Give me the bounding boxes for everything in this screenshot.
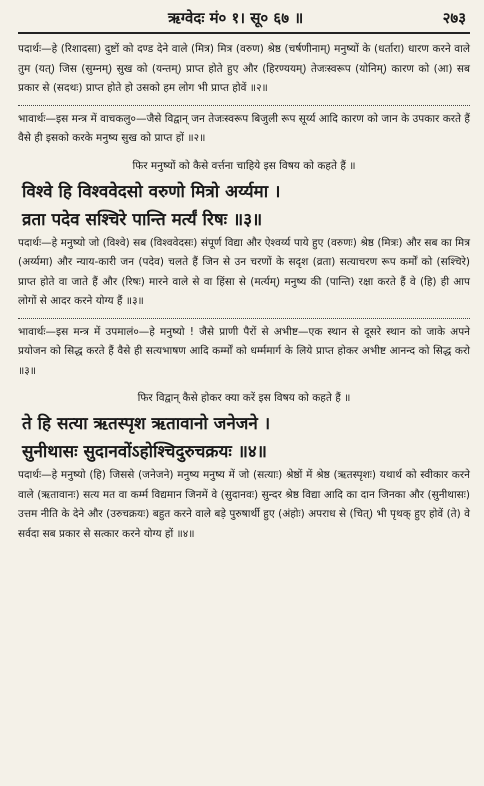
page-header: [18, 8, 470, 32]
bhavartha-2: भावार्थः—इस मन्त्र में वाचकलु०—जैसे विद्वान् जन तेजःस्वरूप बिजुली रूप सूर्य्य आदि कारण को जान के उपकार करते हैं वैसे ही इसको करके मनुष्य सुख को प्राप्त हों ॥२॥: [18, 112, 470, 144]
header-rule: [18, 32, 470, 34]
padartha-4: पदार्थः—हे मनुष्यो (हि) जिससे (जनेजने) मनुष्य मनुष्य में जो (सत्याः) श्रेष्ठों में श्रेष्ठ (ऋतस्पृशः) यथार्थ को स्वीकार करने वाले (ऋतावानः) सत्य मत वा कर्म्म विद्यमान जिनमें वे (सुदानवः) सुन्दर श्रेष्ठ विद्या आदि का दान जिनका और (सुनीथासः) उत्तम नीति के देने और (उरुचक्रयः) बहुत करने वाले बड़े पुरुषार्थी हुए (अंहोः) अपराध से (चित्) भी पृथक् हुए होवें (ते) वे सर्वदा सब प्रकार से सत्कार करने योग्य हों ॥४॥: [18, 469, 470, 540]
padartha-3: पदार्थः—हे मनुष्यो जो (विश्वे) सब (विश्ववेदसः) संपूर्ण विद्या और ऐश्वर्य्य पाये हुए (वरुणः) श्रेष्ठ (मित्रः) और सब का मित्र (अर्य्यमा) और न्याय-कारी जन (पदेव) चलते हैं जिन से उन चरणों के सदृश (व्रता) सत्याचरण रूप कर्मों को (सश्चिरे) प्राप्त होते वा जाते हैं और (रिषः) मारने वाले से वा हिंसा से (मर्त्यम्) मनुष्य की (पान्ति) रक्षा करते हैं वे (हि) ही आप लोगों से आदर करने योग्य हैं ॥३॥: [18, 236, 470, 307]
padartha-2: पदार्थः—हे (रिशादसा) दुष्टों को दण्ड देने वाले (मित्र) मित्र (वरुण) श्रेष्ठ (चर्षणीनाम्) मनुष्यों के (धर्तारा) धारण करने वाले तुम (यत्) जिस (सुम्नम्) सुख को (यन्तम्) प्राप्त होते हुए और (हिरण्ययम्) तेजःस्वरूप (योनिम्) कारण को (आ) सब प्रकार से (सदथः) प्राप्त होते हो उसको हम लोग भी प्राप्त होवें ॥२॥: [18, 43, 470, 94]
separator: [18, 105, 470, 106]
intro-line-4: फिर विद्वान् कैसे होकर क्या करें इस विषय को कहते हैं ॥: [137, 392, 351, 404]
mantra-4-line-2: सुनीथासः सुदानवोंऽहोश्चिदुरुचक्रयः ॥४॥: [22, 442, 267, 462]
mantra-3-line-2: व्रता पदेव सश्चिरे पान्ति मर्त्यं रिषः ॥३॥: [22, 209, 263, 230]
bhavartha-3: भावार्थः—इस मन्त्र में उपमालं०—हे मनुष्यो ! जैसे प्राणी पैरों से अभीष्ट—एक स्थान से दूसरे स्थान को जाके अपने प्रयोजन को सिद्ध करते हैं वैसे ही सत्यभाषण आदि कर्म्मों को धर्म्ममार्ग के लिये प्राप्त होकर अभीष्ट आनन्द को सिद्ध करो ॥३॥: [18, 325, 470, 377]
mantra-4-line-1: ते हि सत्या ऋतस्पृश ऋतावानो जनेजने ।: [22, 414, 271, 434]
running-title: ऋग्वेदः मं० १। सू० ६७ ॥: [168, 9, 304, 27]
page: [18, 8, 470, 544]
separator: [18, 318, 470, 319]
intro-line-3: फिर मनुष्यों को कैसे वर्त्तना चाहिये इस विषय को कहते हैं ॥: [132, 159, 356, 172]
page-number: २७३: [442, 9, 466, 27]
mantra-3-line-1: विश्वे हि विश्ववेदसो वरुणो मित्रो अर्य्यमा ।: [22, 181, 281, 202]
